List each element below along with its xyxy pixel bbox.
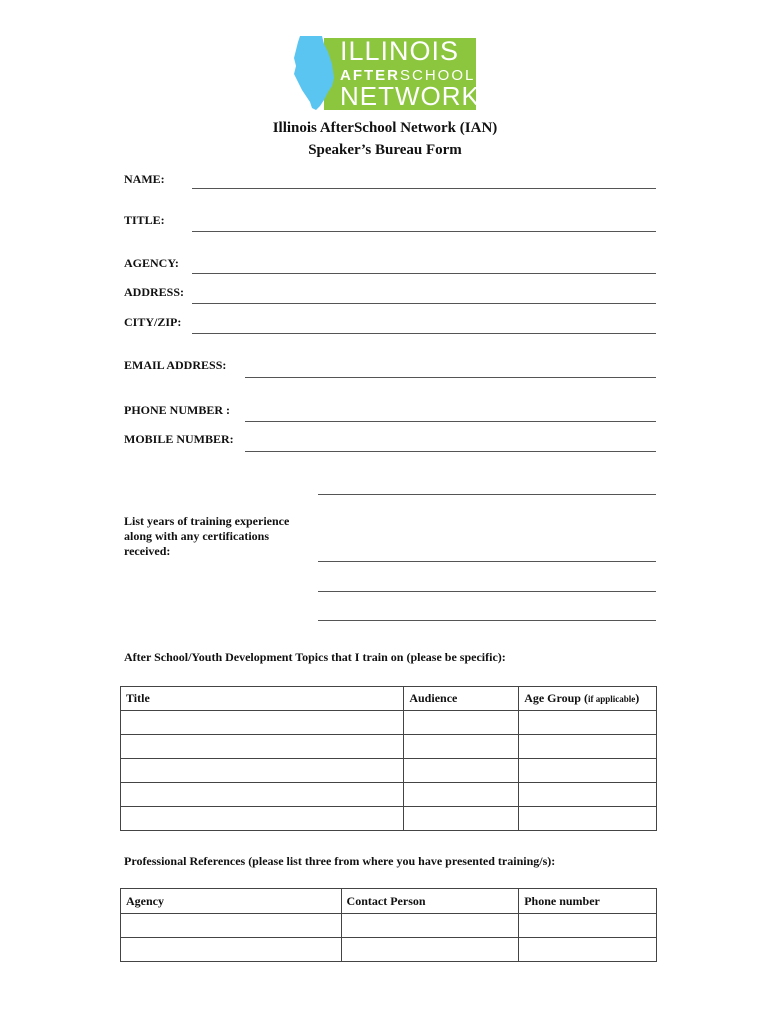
- table-row: [121, 735, 657, 759]
- reference-contact-cell[interactable]: [341, 938, 519, 962]
- title-label: TITLE:: [124, 213, 165, 227]
- experience-line-1[interactable]: [318, 494, 656, 495]
- experience-label: List years of training experience along with any certifications received:: [124, 514, 290, 558]
- experience-line-4[interactable]: [318, 620, 656, 621]
- topic-audience-cell[interactable]: [404, 783, 519, 807]
- logo-text-afterschool: AFTERSCHOOL: [340, 67, 476, 84]
- name-field[interactable]: [192, 188, 656, 189]
- table-row: [121, 711, 657, 735]
- email-label: EMAIL ADDRESS:: [124, 358, 227, 372]
- logo-text-illinois: ILLINOIS: [340, 36, 460, 66]
- city-zip-field[interactable]: [192, 333, 656, 334]
- topics-col-audience: Audience: [404, 687, 519, 711]
- topic-title-cell[interactable]: [121, 783, 404, 807]
- references-col-agency: Agency: [121, 889, 342, 914]
- references-col-phone: Phone number: [519, 889, 657, 914]
- references-col-contact: Contact Person: [341, 889, 519, 914]
- reference-agency-cell[interactable]: [121, 914, 342, 938]
- agency-field[interactable]: [192, 273, 656, 274]
- name-label: NAME:: [124, 172, 165, 186]
- address-field[interactable]: [192, 303, 656, 304]
- mobile-label: MOBILE NUMBER:: [124, 432, 234, 446]
- mobile-field[interactable]: [245, 451, 656, 452]
- topic-title-cell[interactable]: [121, 807, 404, 831]
- topic-audience-cell[interactable]: [404, 711, 519, 735]
- table-row: [121, 938, 657, 962]
- topics-header-row: [121, 687, 657, 711]
- topics-table: [120, 686, 657, 831]
- logo-text-network: NETWORK: [340, 81, 480, 111]
- topic-age-cell[interactable]: [519, 759, 657, 783]
- topic-audience-cell[interactable]: [404, 759, 519, 783]
- topics-col-age-group: Age Group (if applicable): [519, 687, 657, 711]
- phone-field[interactable]: [245, 421, 656, 422]
- illinois-state-icon: [288, 34, 340, 112]
- table-row: [121, 807, 657, 831]
- ian-logo: [288, 34, 478, 112]
- phone-label: PHONE NUMBER :: [124, 403, 230, 417]
- experience-line-3[interactable]: [318, 591, 656, 592]
- topic-audience-cell[interactable]: [404, 735, 519, 759]
- topic-age-cell[interactable]: [519, 735, 657, 759]
- city-zip-label: CITY/ZIP:: [124, 315, 182, 329]
- references-heading: Professional References (please list three from where you have presented training/s):: [124, 854, 556, 868]
- form-subtitle: Speaker’s Bureau Form: [308, 142, 462, 158]
- reference-contact-cell[interactable]: [341, 914, 519, 938]
- topic-age-cell[interactable]: [519, 711, 657, 735]
- topics-col-title: Title: [121, 687, 404, 711]
- references-header-row: [121, 889, 657, 914]
- references-table: [120, 888, 657, 962]
- title-field[interactable]: [192, 231, 656, 232]
- reference-phone-cell[interactable]: [519, 914, 657, 938]
- address-label: ADDRESS:: [124, 285, 185, 299]
- table-row: [121, 914, 657, 938]
- agency-label: AGENCY:: [124, 256, 179, 270]
- experience-line-2[interactable]: [318, 561, 656, 562]
- reference-phone-cell[interactable]: [519, 938, 657, 962]
- topic-age-cell[interactable]: [519, 807, 657, 831]
- topic-title-cell[interactable]: [121, 759, 404, 783]
- form-title: Illinois AfterSchool Network (IAN): [272, 120, 498, 136]
- table-row: [121, 759, 657, 783]
- topic-age-cell[interactable]: [519, 783, 657, 807]
- reference-agency-cell[interactable]: [121, 938, 342, 962]
- topics-heading: After School/Youth Development Topics that I train on (please be specific):: [124, 650, 506, 664]
- table-row: [121, 783, 657, 807]
- topic-audience-cell[interactable]: [404, 807, 519, 831]
- topic-title-cell[interactable]: [121, 711, 404, 735]
- email-field[interactable]: [245, 377, 656, 378]
- topic-title-cell[interactable]: [121, 735, 404, 759]
